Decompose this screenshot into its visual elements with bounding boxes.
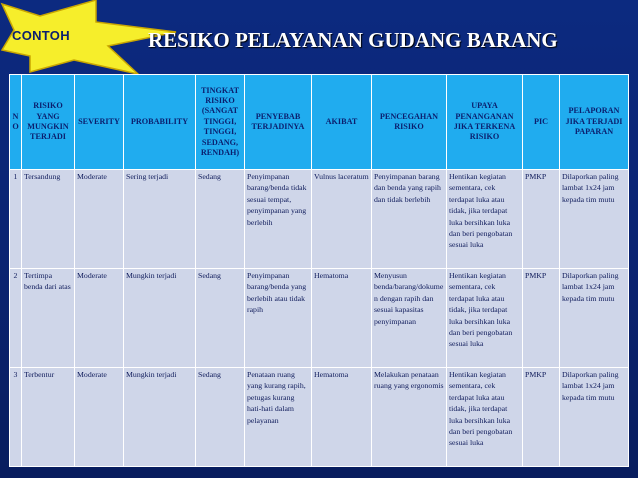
cell-severity: Moderate (75, 170, 124, 269)
cell-penanganan: Hentikan kegiatan sementara, cek terdapat luka atau tidak, jika terdapat luka bersihkan luka dan beri pengobatan sesuai luka (447, 170, 523, 269)
cell-akibat: Hematoma (312, 368, 372, 467)
cell-pencegahan: Melakukan penataan ruang yang ergonomis (372, 368, 447, 467)
cell-pencegahan: Menyusun benda/barang/dokumen dengan rapih dan sesuai kapasitas penyimpanan (372, 269, 447, 368)
cell-pencegahan: Penyimpanan barang dan benda yang rapih dan tidak berlebih (372, 170, 447, 269)
cell-akibat: Hematoma (312, 269, 372, 368)
page-title: RESIKO PELAYANAN GUDANG BARANG (148, 28, 558, 52)
table-header-row (10, 75, 629, 170)
table-row (10, 368, 629, 467)
header-no: NO (10, 75, 22, 170)
cell-pic: PMKP (523, 269, 560, 368)
cell-probability: Sering terjadi (124, 170, 196, 269)
cell-pelaporan: Dilaporkan paling lambat 1x24 jam kepada tim mutu (560, 170, 629, 269)
cell-severity: Moderate (75, 269, 124, 368)
header-akibat: AKIBAT (312, 75, 372, 170)
cell-no: 2 (10, 269, 22, 368)
cell-penyebab: Penyimpanan barang/benda yang berlebih atau tidak rapih (245, 269, 312, 368)
header-tingkat-risiko: TINGKAT RISIKO (SANGAT TINGGI, TINGGI, SEDANG, RENDAH) (196, 75, 245, 170)
cell-akibat: Vulnus laceratum (312, 170, 372, 269)
cell-tingkat: Sedang (196, 269, 245, 368)
header-pic: PIC (523, 75, 560, 170)
cell-no: 1 (10, 170, 22, 269)
table-row (10, 269, 629, 368)
cell-pic: PMKP (523, 170, 560, 269)
cell-risiko: Tersandung (22, 170, 75, 269)
cell-pelaporan: Dilaporkan paling lambat 1x24 jam kepada tim mutu (560, 269, 629, 368)
header-severity: SEVERITY (75, 75, 124, 170)
cell-penyebab: Penyimpanan barang/benda tidak sesuai tempat, penyimpanan yang berlebih (245, 170, 312, 269)
cell-probability: Mungkin terjadi (124, 368, 196, 467)
cell-probability: Mungkin terjadi (124, 269, 196, 368)
header-penyebab: PENYEBAB TERJADINYA (245, 75, 312, 170)
header-penanganan: UPAYA PENANGANAN JIKA TERKENA RISIKO (447, 75, 523, 170)
cell-pelaporan: Dilaporkan paling lambat 1x24 jam kepada tim mutu (560, 368, 629, 467)
cell-tingkat: Sedang (196, 368, 245, 467)
cell-pic: PMKP (523, 368, 560, 467)
badge-label: CONTOH (12, 28, 70, 43)
cell-penanganan: Hentikan kegiatan sementara, cek terdapat luka atau tidak, jika terdapat luka bersihkan luka dan beri pengobatan sesuai luka (447, 269, 523, 368)
cell-no: 3 (10, 368, 22, 467)
cell-penyebab: Penataan ruang yang kurang rapih, petugas kurang hati-hati dalam pelayanan (245, 368, 312, 467)
table-row (10, 170, 629, 269)
header-risiko: RISIKO YANG MUNGKIN TERJADI (22, 75, 75, 170)
cell-severity: Moderate (75, 368, 124, 467)
header-pelaporan: PELAPORAN JIKA TERJADI PAPARAN (560, 75, 629, 170)
header-probability: PROBABILITY (124, 75, 196, 170)
header-pencegahan: PENCEGAHAN RISIKO (372, 75, 447, 170)
risk-table (9, 74, 629, 467)
cell-risiko: Tertimpa benda dari atas (22, 269, 75, 368)
cell-tingkat: Sedang (196, 170, 245, 269)
cell-risiko: Terbentur (22, 368, 75, 467)
cell-penanganan: Hentikan kegiatan sementara, cek terdapat luka atau tidak, jika terdapat luka bersihkan luka dan beri pengobatan sesuai luka (447, 368, 523, 467)
